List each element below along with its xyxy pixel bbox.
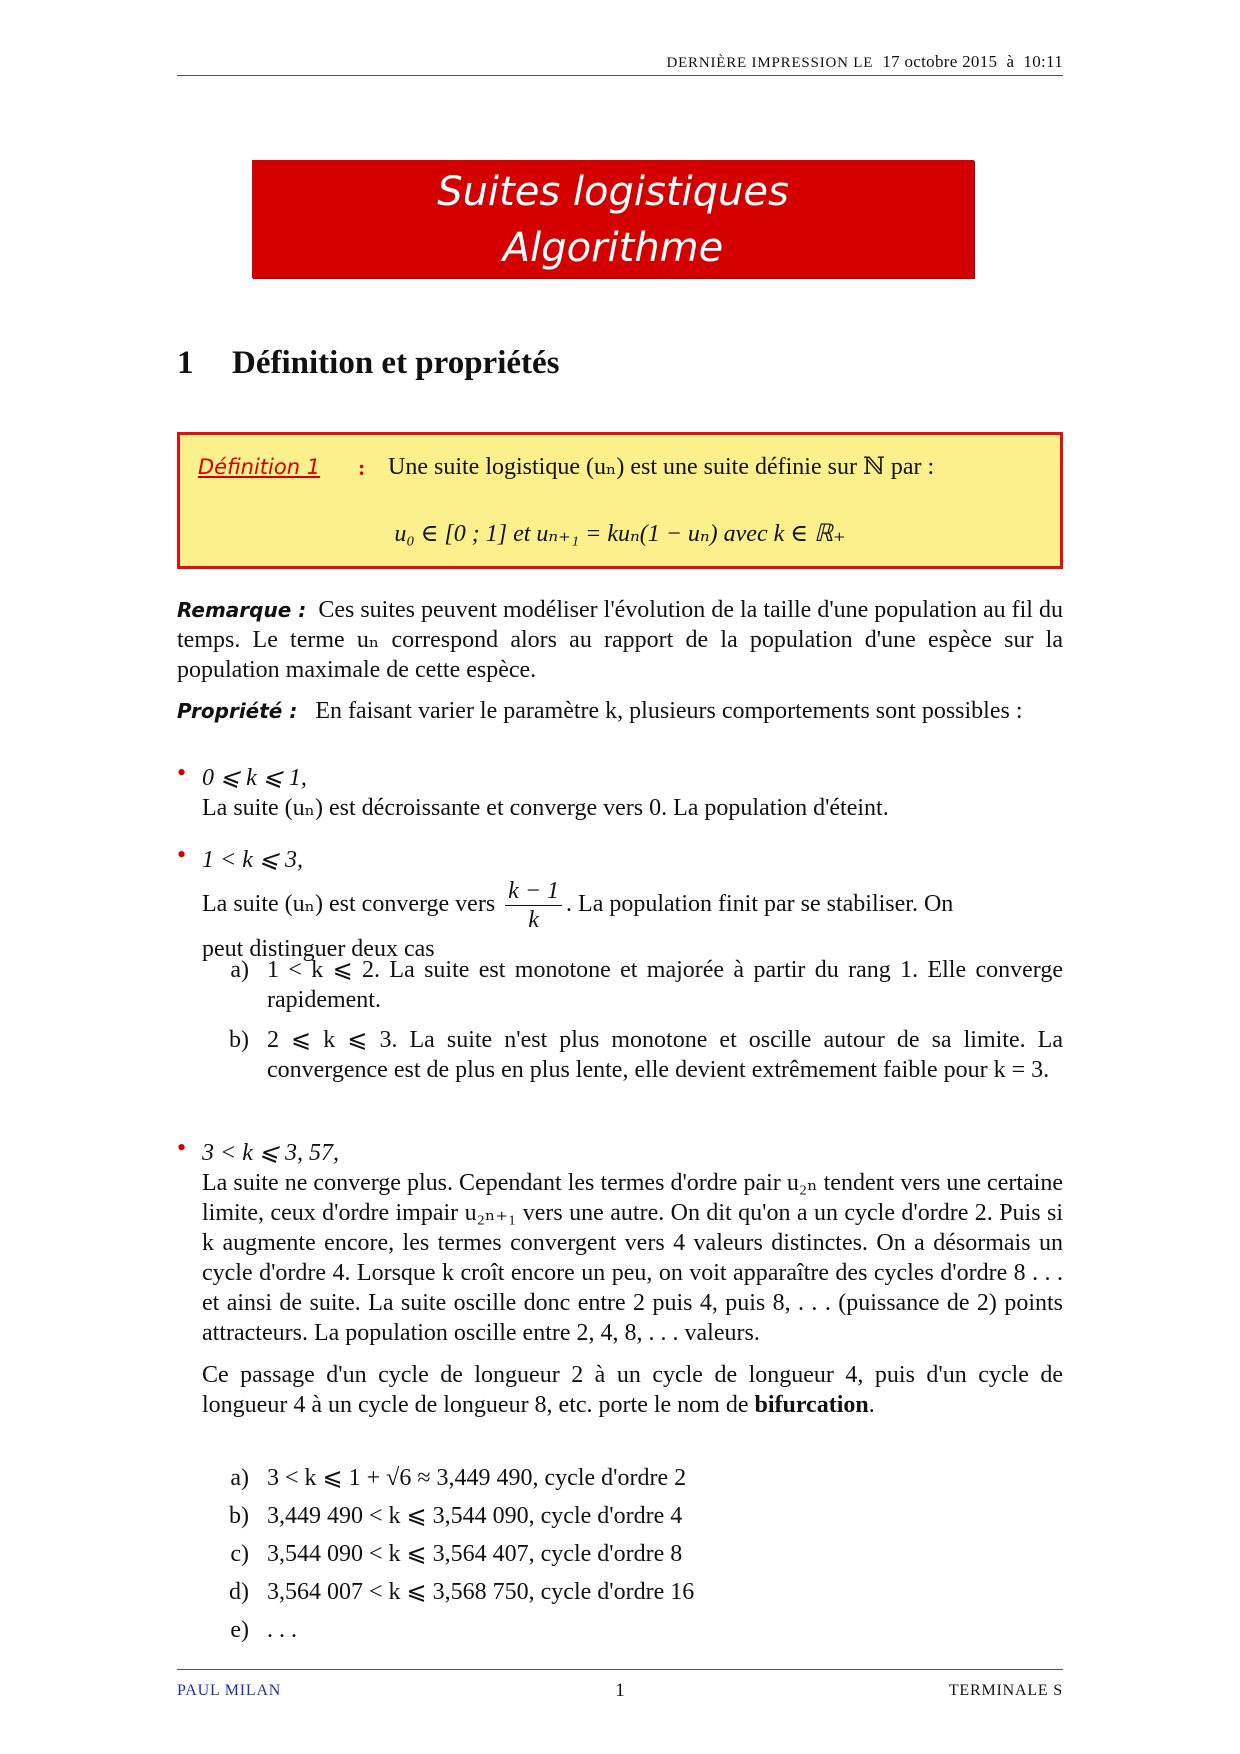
footer-level: TERMINALE S (948, 1682, 1063, 1699)
limit-fraction (505, 877, 562, 934)
cycle-c-label: c) (230, 1541, 249, 1567)
case-b-text: 2 ⩽ k ⩽ 3. La suite n'est plus monotone et oscille autour de sa limite. La convergence est de plus en plus lente, elle devient extrêmement faible pour k = 3. (267, 1027, 1063, 1083)
fraction-numerator: k − 1 (505, 877, 562, 906)
bifurcation-paragraph (202, 1360, 1063, 1420)
bifurcation-post: . (868, 1392, 875, 1418)
definition-colon: : (358, 455, 366, 480)
cycle-b-text: 3,449 490 < k ⩽ 3,544 090, cycle d'ordre 4 (267, 1503, 683, 1529)
bullet-2-dot: • (177, 840, 187, 869)
cycle-e-text: . . . (267, 1617, 297, 1643)
cycle-c-text: 3,544 090 < k ⩽ 3,564 407, cycle d'ordre 8 (267, 1541, 683, 1567)
fraction-denominator: k (528, 907, 539, 933)
bifurcation-pre: Ce passage d'un cycle de longueur 2 à un cycle de longueur 4, puis d'un cycle de longueur 4 à un cycle de longueur 8, etc. porte le nom de (202, 1362, 1063, 1418)
print-header (177, 52, 1063, 74)
section-number: 1 (177, 345, 194, 381)
case-a-text: 1 < k ⩽ 2. La suite est monotone et majorée à partir du rang 1. Elle converge rapidement. (267, 957, 1063, 1013)
bullet-1 (202, 763, 1063, 823)
title-line-1: Suites logistiques (437, 169, 789, 215)
cycle-d-text: 3,564 007 < k ⩽ 3,568 750, cycle d'ordre 16 (267, 1579, 695, 1605)
footer-author: PAUL MILAN (177, 1682, 282, 1699)
bullet-1-text: La suite (uₙ) est décroissante et converge vers 0. La population d'éteint. (202, 795, 889, 821)
propriete-label: Propriété (177, 699, 283, 723)
footer-rule (177, 1669, 1063, 1670)
bullet-2-post: . La population finit par se stabiliser. On (566, 891, 954, 918)
propriete-text: En faisant varier le paramètre k, plusieurs comportements sont possibles : (315, 698, 1023, 724)
definition-text: Une suite logistique (uₙ) est une suite définie sur ℕ par : (388, 454, 935, 480)
definition-formula: u₀ ∈ [0 ; 1] et uₙ₊₁ = kuₙ(1 − uₙ) avec k ∈ ℝ₊ (394, 521, 846, 547)
remarque-label: Remarque (177, 598, 292, 622)
bullet-2-line (202, 877, 1063, 934)
bullet-2-condition: 1 < k ⩽ 3, (202, 847, 303, 873)
definition-label: Définition 1 (198, 455, 321, 479)
remarque-text: Ces suites peuvent modéliser l'évolution de la taille d'une population au fil du temps. Le terme uₙ correspond alors au rapport de la population d'une espèce sur la population maximale de cette espèce. (177, 597, 1063, 683)
title-line-2: Algorithme (502, 225, 724, 271)
case-b-label: b) (229, 1027, 249, 1053)
page (177, 0, 1063, 1754)
bullet-3 (202, 1138, 1063, 1420)
print-prefix: DERNIÈRE IMPRESSION LE (666, 55, 874, 71)
bifurcation-term: bifurcation (754, 1392, 869, 1418)
bullet-2-line-2: peut distinguer deux cas (202, 936, 435, 962)
bullet-3-condition: 3 < k ⩽ 3, 57, (202, 1140, 339, 1166)
cycle-d-label: d) (229, 1579, 249, 1605)
bullet-3-dot: • (177, 1133, 187, 1162)
section-heading (177, 345, 560, 382)
bullet-1-dot: • (177, 758, 187, 787)
header-rule (177, 75, 1063, 76)
cycle-a-label: a) (230, 1465, 249, 1491)
bullet-1-condition: 0 ⩽ k ⩽ 1, (202, 765, 307, 791)
footer-page-number: 1 (615, 1680, 625, 1701)
bullet-2 (202, 845, 1063, 964)
section-title: Définition et propriétés (232, 345, 560, 381)
title-box (252, 160, 974, 278)
cycle-e-label: e) (230, 1617, 249, 1643)
definition-box (177, 432, 1063, 569)
print-date: 17 octobre 2015 (882, 52, 998, 71)
case-a-label: a) (230, 957, 249, 983)
bullet-2-pre: La suite (uₙ) est converge vers (202, 891, 496, 918)
print-a: à (1006, 52, 1015, 71)
cycle-a-text: 3 < k ⩽ 1 + √6 ≈ 3,449 490, cycle d'ordre 2 (267, 1465, 687, 1491)
bullet-3-text: La suite ne converge plus. Cependant les termes d'ordre pair u₂ₙ tendent vers une certaine limite, ceux d'ordre impair u₂ₙ₊₁ vers une autre. On dit qu'on a un cycle d'ordre 2. Puis si k augmente encore, les termes convergent vers 4 valeurs distinctes. On a désormais un cycle d'ordre 4. Lorsque k croît encore un peu, on voit apparaître des cycles d'ordre 8 . . . et ainsi de suite. La suite oscille donc entre 2 puis 4, puis 8, . . . (puissance de 2) points attracteurs. La population oscille entre 2, 4, 8, . . . valeurs. (202, 1170, 1063, 1346)
propriete-paragraph: Propriété : En faisant varier le paramètre k, plusieurs comportements sont possibles : (177, 698, 1023, 724)
cycle-b-label: b) (229, 1503, 249, 1529)
print-time: 10:11 (1023, 52, 1063, 71)
remarque-paragraph: Remarque : Ces suites peuvent modéliser l'évolution de la taille d'une population au fil du temps. Le terme uₙ correspond alors au rapport de la population d'une espèce sur la population maximale de cette espèce. (177, 597, 1063, 683)
